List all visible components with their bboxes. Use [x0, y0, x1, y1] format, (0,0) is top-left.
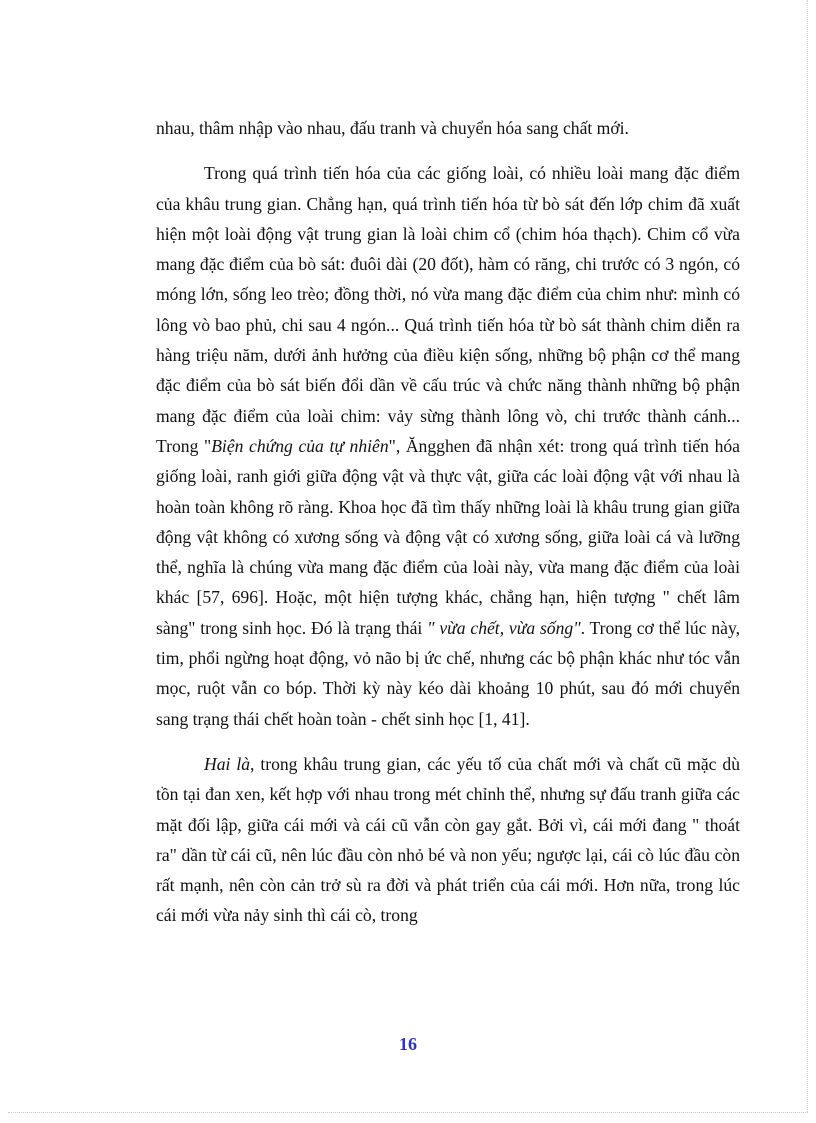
page-border-right	[807, 0, 808, 1112]
body-text	[156, 113, 740, 931]
text-run: , trong khâu trung gian, các yếu tố của chất mới và chất cũ mặc dù tồn tại đan xen, kết hợp với nhau trong mét chỉnh thể, nhưng sự đấu tranh giữa các mặt đối lập, giữa cái mới và cái cũ vẫn còn gay gắt. Bởi vì, cái mới đang " thoát ra" dần từ cái cũ, nên lúc đầu còn nhỏ bé và non yếu; ngược lại, cái cò lúc đầu còn rất mạnh, nên còn cản trở sù ra đời và phát triển của cái mới. Hơn nữa, trong lúc cái mới vừa nảy sinh thì cái cò, trong	[156, 753, 740, 926]
text-run: . Trong cơ thể lúc này, tim, phổi ngừng hoạt động, vỏ não bị ức chế, nhưng các bộ phận khác như tóc vẫn mọc, ruột vẫn co bóp. Thời kỳ này kéo dài khoảng 10 phút, sau đó mới chuyển sang trạng thái chết hoàn toàn - chết sinh học [1, 41].	[156, 617, 740, 729]
paragraph-continued	[156, 113, 740, 143]
page-border-bottom	[8, 1112, 808, 1113]
text-run: nhau, thâm nhập vào nhau, đấu tranh và chuyển hóa sang chất mới.	[156, 118, 629, 138]
text-run: Trong quá trình tiến hóa của các giống loài, có nhiều loài mang đặc điểm của khâu trung gian. Chẳng hạn, quá trình tiến hóa từ bò sát đến lớp chim đã xuất hiện một loài động vật trung gian là loài chim cổ (chim hóa thạch). Chim cổ vừa mang đặc điểm của bò sát: đuôi dài (20 đốt), hàm có răng, chi trước có 3 ngón, có móng lớn, sống leo trèo; đồng thời, nó vừa mang đặc điểm của chim như: mình có lông vò bao phủ, chi sau 4 ngón... Quá trình tiến hóa từ bò sát thành chim diễn ra hàng triệu năm, dưới ảnh hưởng của điều kiện sống, những bộ phận cơ thể mang đặc điểm của bò sát biến đổi dần về cấu trúc và chức năng thành những bộ phận mang đặc điểm của loài chim: vảy sừng thành lông vò, chi trước thành cánh... Trong "	[156, 163, 740, 456]
paragraph-evolution-example	[156, 158, 740, 734]
quote-italic: " vừa chết, vừa sống"	[427, 617, 581, 638]
page-number: 16	[399, 1034, 417, 1054]
paragraph-second-point	[156, 749, 740, 931]
point-label-italic: Hai là	[204, 753, 251, 774]
book-title-italic: Biện chứng của tự nhiên	[211, 435, 389, 456]
text-run: ", Ăngghen đã nhận xét: trong quá trình tiến hóa giống loài, ranh giới giữa động vật và thực vật, giữa các loài động vật với nhau là hoàn toàn không rõ ràng. Khoa học đã tìm thấy những loài là khâu trung gian giữa động vật không có xương sống và động vật có xương sống, giữa loài cá và lưỡng thể, nghĩa là chúng vừa mang đặc điểm của loài này, vừa mang đặc điểm của loài khác [57, 696]. Hoặc, một hiện tượng khác, chẳng hạn, hiện tượng " chết lâm sàng" trong sinh học. Đó là trạng thái	[156, 435, 740, 638]
